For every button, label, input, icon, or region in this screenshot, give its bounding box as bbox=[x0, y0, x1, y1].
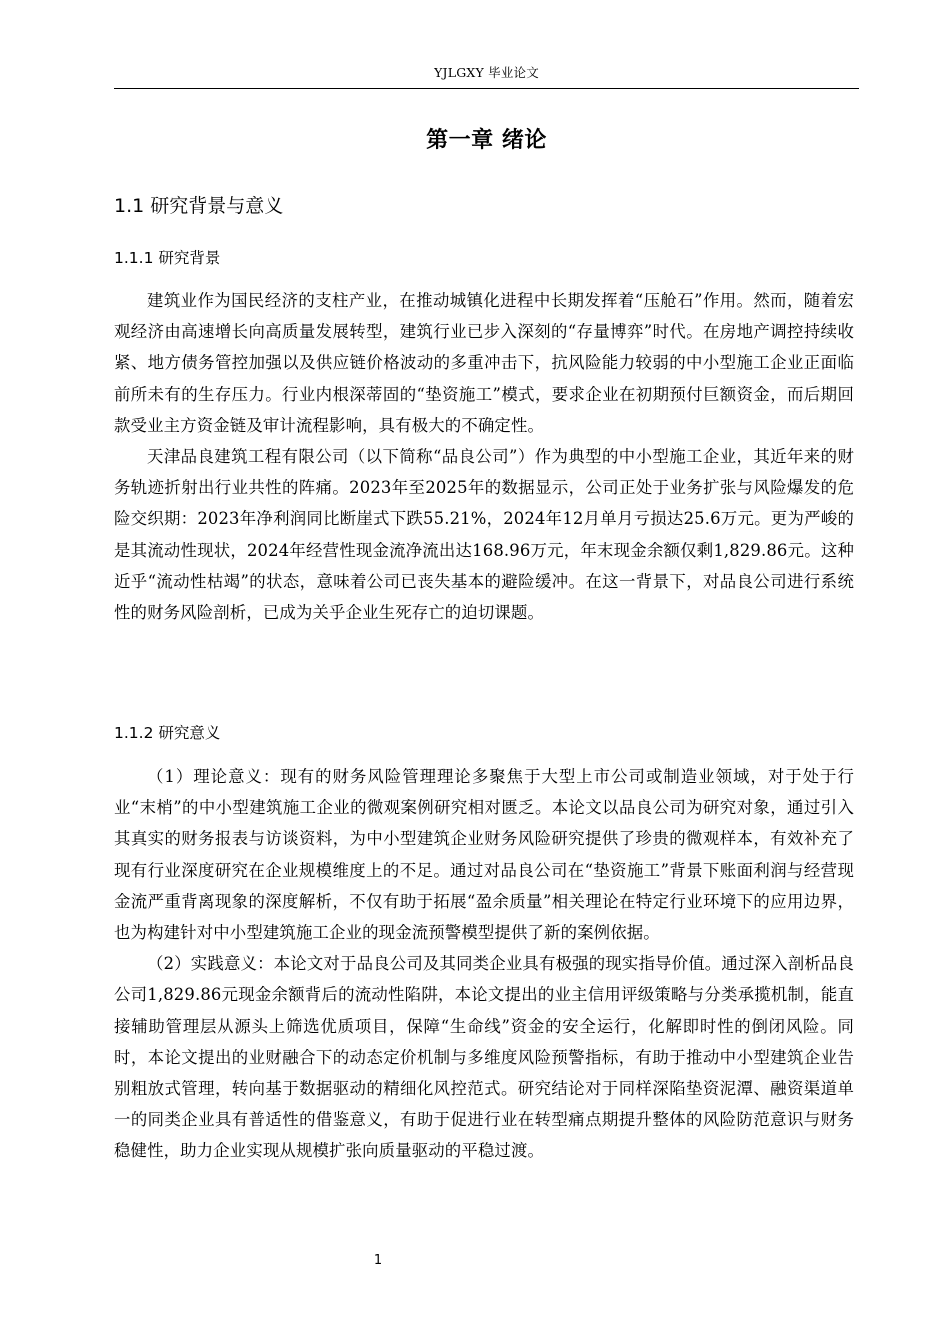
page-number: 1 bbox=[373, 1253, 383, 1268]
paragraph-industry-context: 建筑业作为国民经济的支柱产业，在推动城镇化进程中长期发挥着“压舱石”作用。然而，随着宏观经济由高速增长向高质量发展转型，建筑行业已步入深刻的“存量博弈”时代。在房地产调控持续收紧、地方债务管控加强以及供应链价格波动的多重冲击下，抗风险能力较弱的中小型施工企业正面临前所未有的生存压力。行业内根深蒂固的“垫资施工”模式，要求企业在初期预付巨额资金，而后期回款受业主方资金链及审计流程影响，具有极大的不确定性。 bbox=[114, 291, 854, 435]
background-body bbox=[114, 285, 854, 628]
paragraph-theoretical-significance: （1）理论意义：现有的财务风险管理理论多聚焦于大型上市公司或制造业领域，对于处于行业“末梢”的中小型建筑施工企业的微观案例研究相对匮乏。本论文以品良公司为研究对象，通过引入其真实的财务报表与访谈资料，为中小型建筑企业财务风险研究提供了珍贵的微观样本，有效补充了现有行业深度研究在企业规模维度上的不足。通过对品良公司在“垫资施工”背景下账面利润与经营现金流严重背离现象的深度解析，不仅有助于拓展“盈余质量”相关理论在特定行业环境下的应用边界，也为构建针对中小型建筑施工企业的现金流预警模型提供了新的案例依据。 bbox=[114, 767, 854, 943]
chapter-title: 第一章 绪论 bbox=[426, 128, 547, 153]
significance-body bbox=[114, 761, 854, 1167]
subsection-title-background: 1.1.1 研究背景 bbox=[114, 249, 221, 267]
subsection-title-significance: 1.1.2 研究意义 bbox=[114, 724, 221, 742]
running-header: YJLGXY 毕业论文 bbox=[434, 65, 539, 80]
paragraph-practical-significance: （2）实践意义：本论文对于品良公司及其同类企业具有极强的现实指导价值。通过深入剖析品良公司1,829.86元现金余额背后的流动性陷阱，本论文提出的业主信用评级策略与分类承揽机制，能直接辅助管理层从源头上筛选优质项目，保障“生命线”资金的安全运行，化解即时性的倒闭风险。同时，本论文提出的业财融合下的动态定价机制与多维度风险预警指标，有助于推动中小型建筑企业告别粗放式管理，转向基于数据驱动的精细化风控范式。研究结论对于同样深陷垫资泥潭、融资渠道单一的同类企业具有普适性的借鉴意义，有助于促进行业在转型痛点期提升整体的风险防范意识与财务稳健性，助力企业实现从规模扩张向质量驱动的平稳过渡。 bbox=[114, 954, 854, 1161]
paragraph-company-context: 天津品良建筑工程有限公司（以下简称“品良公司”）作为典型的中小型施工企业，其近年来的财务轨迹折射出行业共性的阵痛。2023年至2025年的数据显示，公司正处于业务扩张与风险爆发的危险交织期：2023年净利润同比断崖式下跌55.21%，2024年12月单月亏损达25.6万元。更为严峻的是其流动性现状，2024年经营性现金流净流出达168.96万元，年末现金余额仅剩1,829.86元。这种近乎“流动性枯竭”的状态，意味着公司已丧失基本的避险缓冲。在这一背景下，对品良公司进行系统性的财务风险剖析，已成为关乎企业生死存亡的迫切课题。 bbox=[114, 447, 854, 623]
section-title: 1.1 研究背景与意义 bbox=[114, 195, 284, 217]
header-divider bbox=[114, 88, 859, 89]
